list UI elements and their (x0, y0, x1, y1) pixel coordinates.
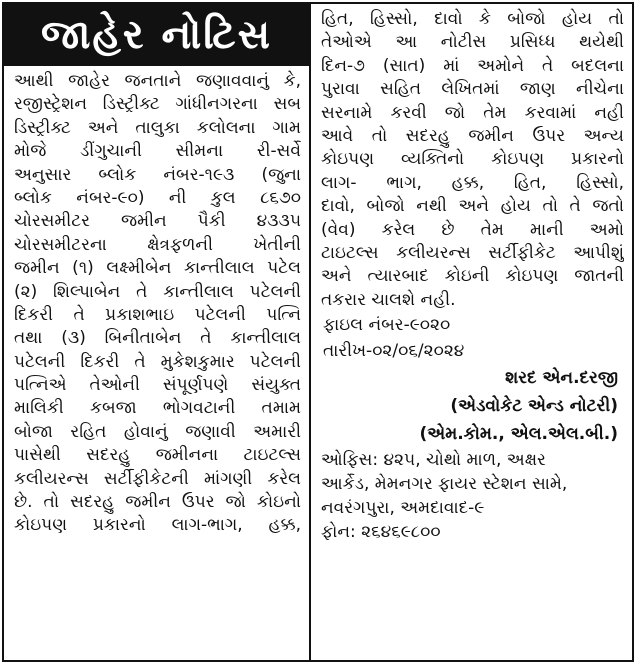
signature-role: (એડવોકેટ એન્ડ નોટરી) (450, 396, 618, 417)
body-line: આથી જાહેર જનતાને જણાવવાનું કે, (14, 71, 301, 91)
body-line: જમીન (૧) લક્ષ્મીબેન કાન્તીલાલ પટેલ (14, 258, 301, 279)
body-line: તેઓએ આ નોટીસ પ્રસિધ્ધ થયેથી (321, 32, 624, 53)
body-line: તથા (૩) બિનીતાબેન તે કાન્તીલાલ (14, 328, 301, 349)
left-column (4, 4, 311, 660)
body-line: (૨) શિલ્પાબેન તે કાન્તીલાલ પટેલની (14, 281, 301, 302)
notice-date: તારીખ-૦૨/૦૬/૨૦૨૪ (323, 341, 465, 362)
body-line: પટેલની દિકરી તે મુકેશકુમાર પટેલની (14, 351, 301, 372)
right-column (311, 4, 632, 660)
file-number: ફાઇલ નંબર-૯૦૨૦ (323, 315, 451, 336)
body-line: રજીસ્ટ્રેશન ડિસ્ટ્રીક્ટ ગાંધીનગરના સબ (14, 94, 301, 115)
body-line: દાવો, બોજો નથી અને હોય તો તે જતો (321, 196, 624, 217)
body-line: પત્નિએ તેઓની સંપૂર્ણપણે સંયુક્ત (14, 375, 301, 396)
body-line: દિન-૭ (સાત) માં અમોને તે બદલના (321, 55, 624, 76)
body-line: ડિસ્ટ્રીક્ટ અને તાલુકા કલોલના ગામ (14, 117, 301, 138)
body-line: કોઇપણ પ્રકારનો લાગ-ભાગ, હક્ક, (14, 515, 301, 536)
body-line: સરનામે કરવી જો તેમ કરવામાં નહી (321, 102, 624, 123)
body-line: બોજા રહિત હોવાનું જણાવી અમારી (14, 421, 301, 442)
notice-title: જાહેર નોટિસ (4, 4, 309, 66)
body-line: અનુસાર બ્લોક નંબર-૧૯૩ (જુના (14, 164, 301, 185)
office-address-line: ઓફિસ: ૪૨૫, ચોથો માળ, અક્ષર (321, 450, 546, 471)
body-line: (વેવ) કરેલ છે તેમ માની અમો (321, 219, 624, 240)
body-line: માલિકી કબજા ભોગવટાની તમામ (14, 398, 301, 419)
body-line: લાગ- ભાગ, હક્ક, હિત, હિસ્સો, (321, 172, 624, 193)
body-line: કલીયરન્સ સર્ટીફીકેટની માંગણી કરેલ (14, 468, 301, 489)
notice-frame (2, 2, 634, 662)
body-line: તકરાર ચાલશે નહી. (321, 289, 456, 310)
office-address-line: આર્કેડ, મેમનગર ફાયર સ્ટેશન સામે, (321, 474, 568, 495)
office-address-line: નવરંગપુરા, અમદાવાદ-૯ (321, 498, 485, 519)
body-line: પાસેથી સદરહુ જમીનના ટાઇટલ્સ (14, 445, 301, 466)
left-body (14, 70, 301, 538)
body-line: દિકરી તે પ્રકાશભાઇ પટેલની પત્નિ (14, 304, 301, 325)
body-line: ચોરસમીટર જમીન પૈકી ૪૩૩૫ (14, 211, 301, 232)
body-line: પુરાવા સહિત લેખિતમાં જાણ નીચેના (321, 79, 624, 100)
body-line: ટાઇટલ્સ કલીયરન્સ સર્ટીફીકેટ આપીશું (321, 242, 624, 263)
body-line: મોજે ડીંગુચાની સીમના રી-સર્વે (14, 141, 301, 162)
body-line: આવે તો સદરહુ જમીન ઉપર અન્ય (321, 125, 624, 146)
body-line: ચોરસમીટરના ક્ષેત્રફળની ખેતીની (14, 234, 301, 255)
body-line: અને ત્યારબાદ કોઇની કોઇપણ જાતની (321, 266, 624, 287)
signature-name: શરદ એન.દરજી (505, 368, 618, 389)
body-line: કોઇપણ વ્યક્તિનો કોઇપણ પ્રકારનો (321, 149, 624, 170)
body-line: બ્લોક નંબર-૯૦) ની કુલ ૮૬૭૦ (14, 187, 301, 208)
body-line: છે. તો સદરહુ જમીન ઉપર જો કોઇનો (14, 492, 301, 513)
right-body (321, 8, 624, 544)
phone-number: ફોન: ૨૬૪૬૯૮૦૦ (321, 522, 441, 543)
body-line: હિત, હિસ્સો, દાવો કે બોજો હોય તો (321, 9, 624, 29)
signature-degree: (એમ.કોમ., એલ.એલ.બી.) (419, 424, 618, 445)
